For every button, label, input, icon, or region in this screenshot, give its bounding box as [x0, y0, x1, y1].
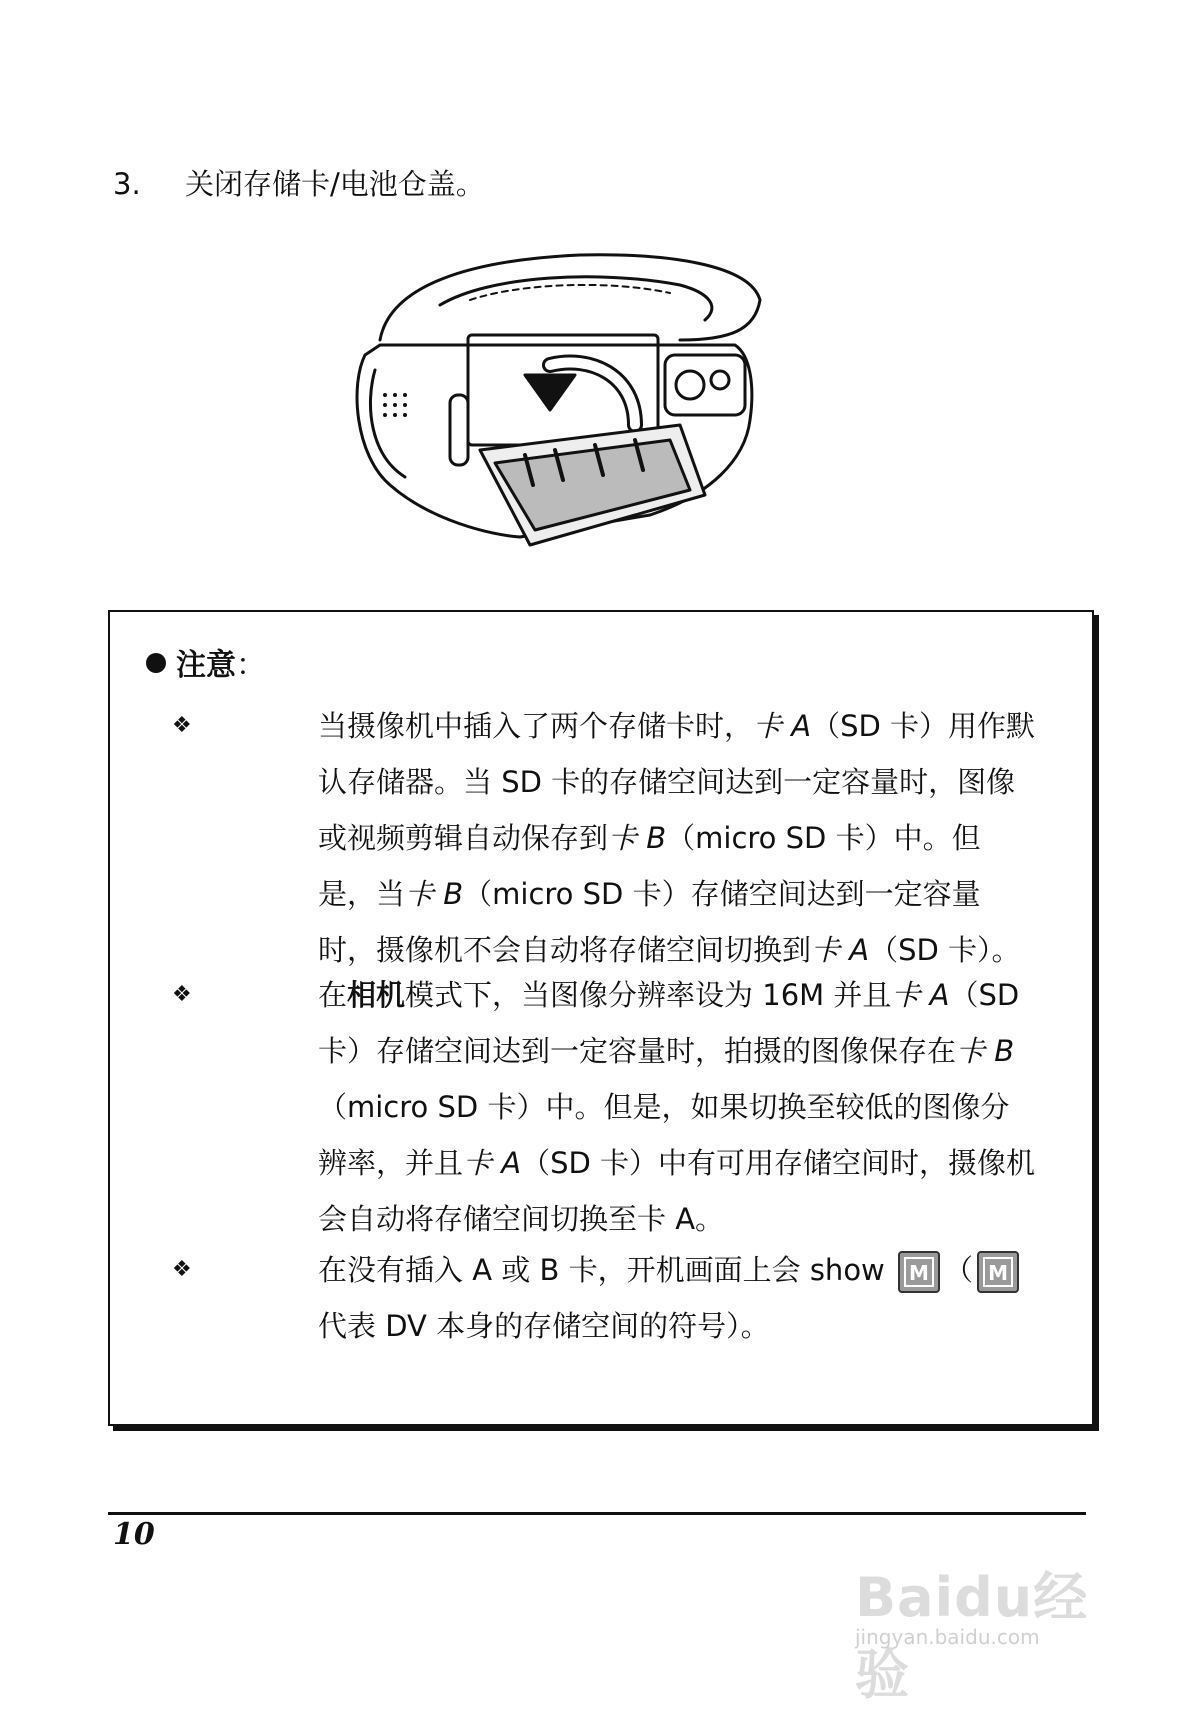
card-a-label: 卡 A: [891, 978, 950, 1012]
page-number: 10: [113, 1517, 155, 1552]
note-text: （micro SD 卡）中。但是，当: [318, 821, 981, 911]
note-item: [172, 967, 1038, 1247]
note-text: （micro SD 卡）存储空间达到一定容量时，摄像机不会自动将存储空间切换到: [318, 877, 981, 967]
note-text: （SD 卡）中有可用存储空间时，摄像机会自动将存储空间切换至卡 A。: [318, 1146, 1036, 1236]
internal-memory-icon: [898, 1251, 940, 1293]
note-item: [172, 698, 1038, 978]
note-text: 当摄像机中插入了两个存储卡时，: [318, 709, 754, 743]
note-heading: [146, 640, 266, 684]
note-colon: ：: [236, 648, 266, 683]
watermark-brand: Baidu经验: [855, 1566, 1089, 1706]
camera-illustration: [350, 245, 780, 590]
card-b-label: 卡 B: [608, 821, 667, 855]
step-number: 3.: [113, 167, 141, 201]
card-a-label: 卡 A: [811, 933, 870, 967]
camera-mode-label: 相机: [347, 978, 406, 1012]
card-a-label: 卡 A: [753, 709, 812, 743]
baidu-watermark: [855, 1515, 1135, 1706]
card-b-label: 卡 B: [956, 1034, 1015, 1068]
note-text: 代表 DV 本身的存储空间的符号）。: [318, 1309, 770, 1343]
note-text: 在: [318, 978, 348, 1012]
watermark-url: jingyan.baidu.com: [855, 1625, 1040, 1649]
note-text: （SD 卡）。: [869, 933, 1021, 967]
diamond-bullet-icon: ❖: [172, 713, 192, 738]
note-text: （SD 卡）存储空间达到一定容量时，拍摄的图像保存在: [318, 978, 1020, 1068]
memory-icon-letter: M: [904, 1257, 934, 1287]
diamond-bullet-icon: ❖: [172, 982, 192, 1007]
note-text: （micro SD 卡）中。但是，如果切换至较低的图像分辨率，并且: [318, 1090, 1010, 1180]
card-a-label: 卡 A: [463, 1146, 522, 1180]
note-text: （: [944, 1253, 974, 1287]
note-text: （SD 卡）用作默认存储器。当 SD 卡的存储空间达到一定容量时，图像或视频剪辑自动保存到: [318, 709, 1036, 855]
card-b-label: 卡 B: [405, 877, 464, 911]
note-title: 注意: [176, 648, 236, 683]
bullet-dot-icon: [146, 653, 166, 673]
note-text: 在没有插入 A 或 B 卡，开机画面上会 show: [318, 1253, 885, 1287]
step-text: 关闭存储卡/电池仓盖。: [185, 167, 485, 201]
note-text: 模式下，当图像分辨率设为 16M 并且: [405, 978, 892, 1012]
note-item: [172, 1242, 1038, 1354]
diamond-bullet-icon: ❖: [172, 1257, 192, 1282]
memory-icon-letter: M: [983, 1257, 1013, 1287]
internal-memory-icon: [977, 1251, 1019, 1293]
step-instruction: [113, 162, 485, 203]
note-box: [108, 610, 1094, 1426]
